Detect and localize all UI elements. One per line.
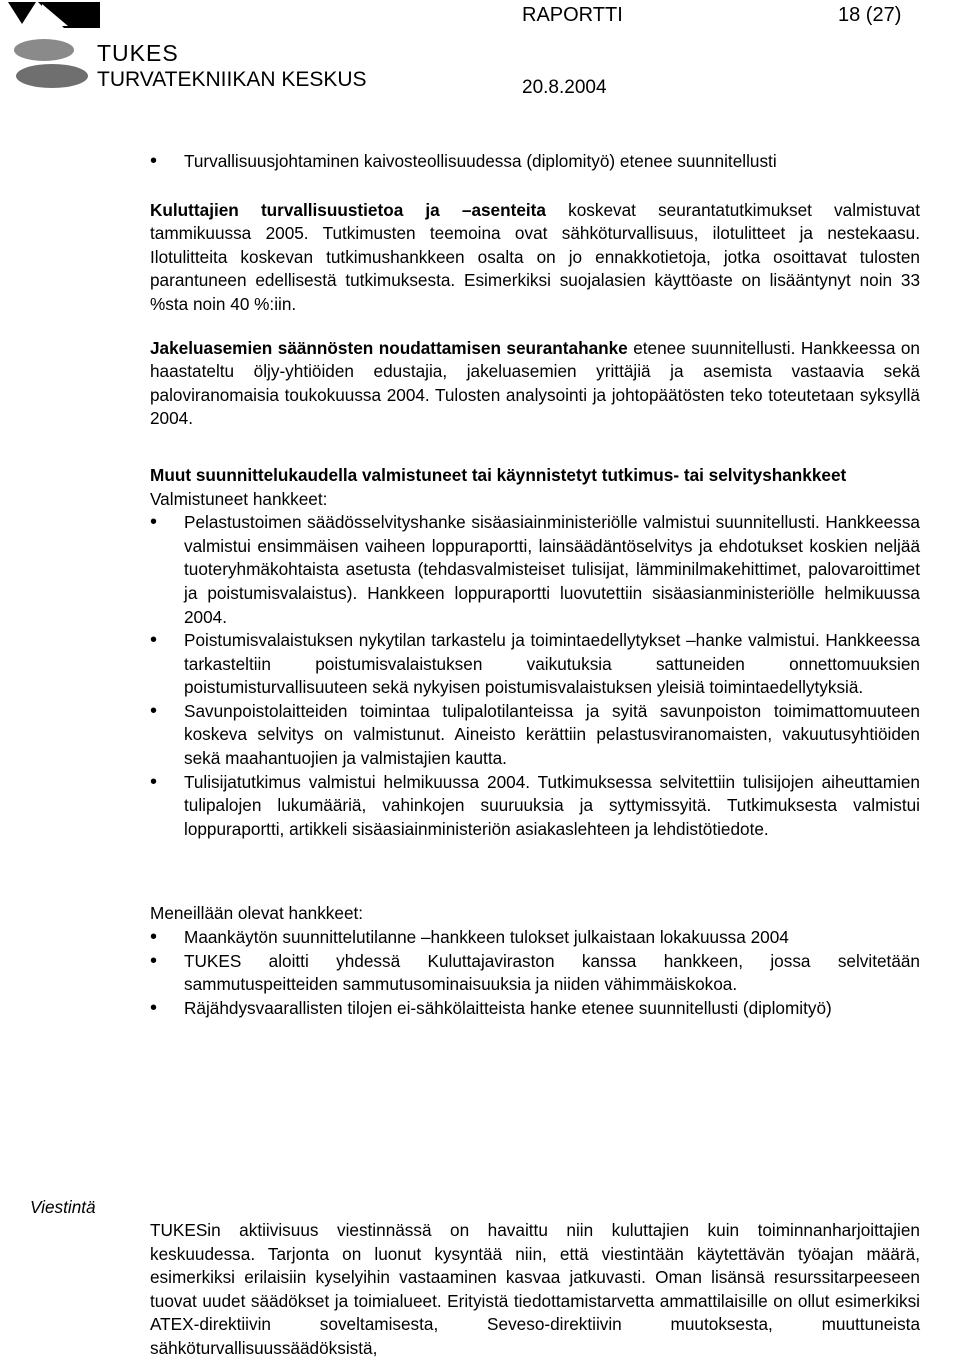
ongoing-label: Meneillään olevat hankkeet:	[150, 903, 364, 924]
tukes-logo	[8, 2, 100, 88]
paragraph-text: etenee suunnitellusti. Hankkeessa on haastateltu öljy-yhtiöiden edustajia, jakeluasemien yrittäjiä ja asemista vastaavia sekä paloviranomaisia toukokuussa 2004. Tulosten analysointi ja johtopäätösten teko toteutetaan syksyllä 2004.	[150, 337, 920, 429]
completed-label: Valmistuneet hankkeet:	[150, 488, 328, 509]
ongoing-projects-list	[150, 926, 920, 1020]
paragraph-lead: Jakeluasemien säännösten noudattamisen seurantahanke	[150, 337, 628, 358]
report-body	[150, 150, 920, 1020]
org-name-line1: TUKES	[97, 40, 179, 66]
list-item: • Pelastustoimen säädösselvityshanke sisäasiainministeriölle valmistui suunnitellusti. Hankkeessa valmistui ensimmäisen vaiheen loppuraportti, lainsäädäntöselvitys ja ehdotukset koskien neljää tuoteryhmäkohtaista asetusta (tehdasvalmisteiset tulisijat, lämminilmakehittimet, palovaroittimet ja poistumisvalaistus). Hankkeen loppuraportti luovutettiin sisäasianministeriölle helmikuussa 2004.	[150, 511, 920, 629]
list-item: • Räjähdysvaarallisten tilojen ei-sähkölaitteista hanke etenee suunnitellusti (diplomityö)	[150, 997, 920, 1021]
paragraph-text: koskevat seurantatutkimukset valmistuvat tammikuussa 2005. Tutkimusten teemoina ovat sähköturvallisuus, ilotulitteet ja nestekaasu. Ilotulitteita koskevan tutkimushankkeen osalta on jo ennakkotietoja, jotka osoittavat tulosten parantuneen edellisestä tutkimuksesta. Esimerkiksi suojalasien käyttöaste on lisääntynyt noin 33 %sta noin 40 %:iin.	[150, 199, 921, 314]
paragraph-text: TUKESin aktiivisuus viestinnässä on havaittu niin kuluttajien kuin toiminnanharjoittajien keskuudessa. Tarjonta on luonut kysyntää niin, että viestintään käytettävän työajan määrä, esimerkiksi erilaisiin kyselyihin vastaaminen kasvaa jatkuvasti. Oman lisänsä resurssitarpeeseen tuovat uudet säädökset ja toimialueet. Erityistä tiedottamistarvetta ammattilaisille on ollut esimerkiksi ATEX-direktiivin soveltamisesta, Seveso-direktiivin muutoksesta, muuttuneista sähköturvallisuussäädöksistä,	[150, 1220, 920, 1358]
margin-label-communication: Viestintä	[30, 1197, 96, 1217]
doc-type: RAPORTTI	[522, 4, 623, 26]
paragraph-communication	[150, 1219, 920, 1361]
paragraph-station-followup	[150, 337, 920, 431]
top-bullet-list	[150, 150, 920, 174]
org-name-line2: TURVATEKNIIKAN KESKUS	[97, 68, 367, 91]
paragraph-lead: Kuluttajien turvallisuustietoa ja –asenteita	[150, 199, 546, 220]
paragraph-consumer-survey	[150, 199, 920, 317]
page-number: 18 (27)	[838, 4, 902, 26]
list-item: • Turvallisuusjohtaminen kaivosteollisuudessa (diplomityö) etenee suunnitellusti	[150, 150, 920, 174]
list-item: • Savunpoistolaitteiden toimintaa tulipalotilanteissa ja syitä savunpoiston toimimattomuuteen koskeva selvitys on valmistunut. Aineisto kerättiin pelastusviranomaisten, vakuutusyhtiöiden sekä maahantuojien ja valmistajien kautta.	[150, 700, 920, 771]
list-item: • Poistumisvalaistuksen nykytilan tarkastelu ja toimintaedellytykset –hanke valmistui. Hankkeessa tarkasteltiin poistumisvalaistuksen vaikutuksia sattuneiden onnettomuuksien poistumisturvallisuuteen sekä nykyisen poistumisvalaistuksen yleisiä toimintaedellytyksiä.	[150, 629, 920, 700]
completed-projects-list	[150, 511, 920, 841]
list-item: • TUKES aloitti yhdessä Kuluttajaviraston kanssa hankkeen, jossa selvitetään sammutuspeitteiden sammutusominaisuuksia ja niiden vähimmäiskokoa.	[150, 950, 920, 997]
section-heading: Muut suunnittelukaudella valmistuneet tai käynnistetyt tutkimus- tai selvityshankkeet	[150, 464, 847, 485]
list-item: • Tulisijatutkimus valmistui helmikuussa 2004. Tutkimuksessa selvitettiin tulisijojen aiheuttamien tulipalojen lukumääriä, vahinkojen suuruuksia ja syttymissyitä. Tutkimuksesta valmistui loppuraportti, artikkeli sisäasiainministeriön asiakaslehteen ja lehdistötiedote.	[150, 771, 920, 842]
list-item: • Maankäytön suunnittelutilanne –hankkeen tulokset julkaistaan lokakuussa 2004	[150, 926, 920, 950]
report-date: 20.8.2004	[522, 77, 607, 98]
